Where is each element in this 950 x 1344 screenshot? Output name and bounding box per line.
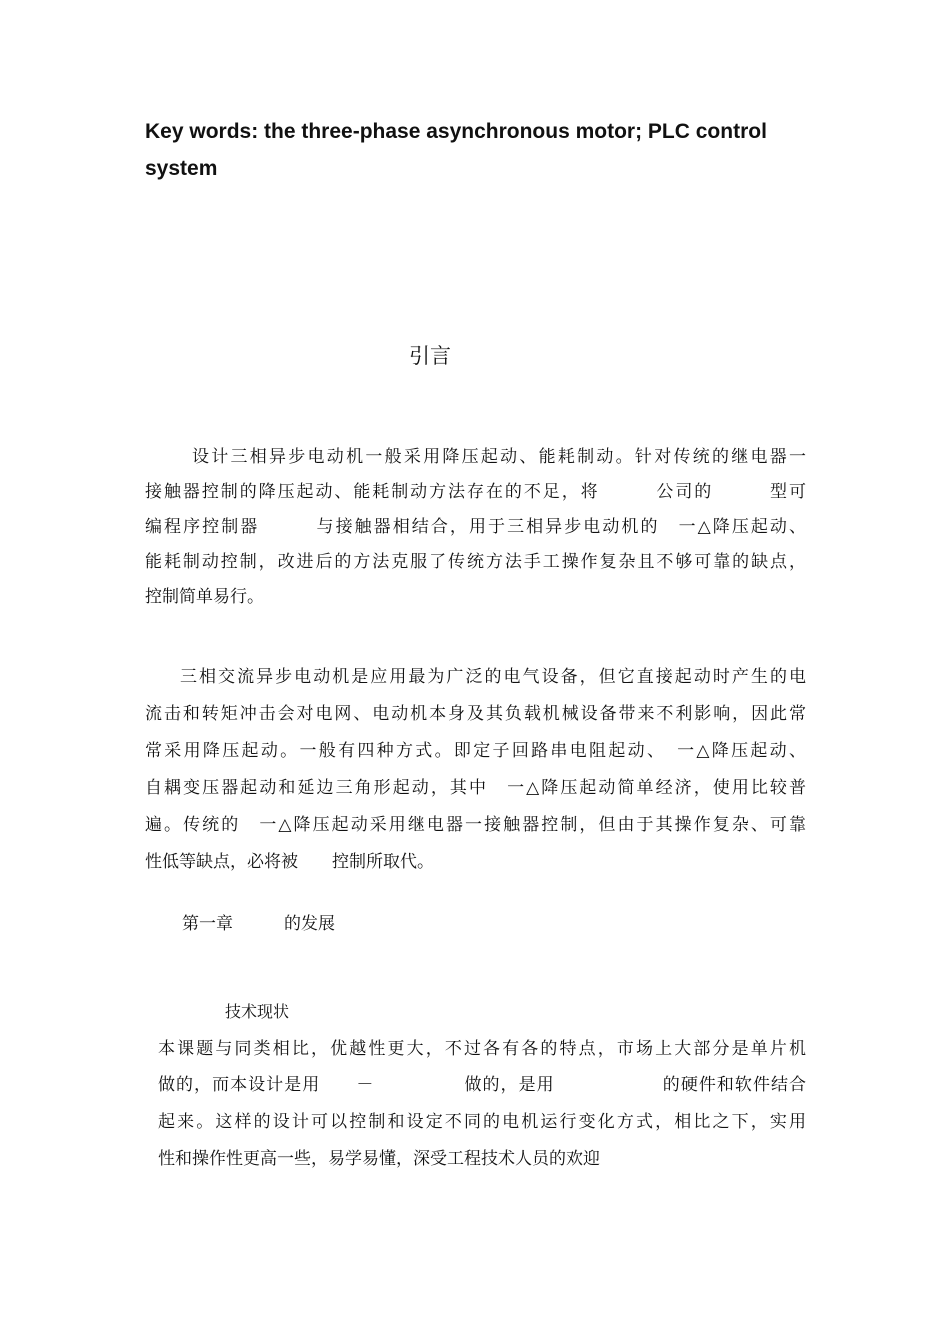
paragraph-line: 三相交流异步电动机是应用最为广泛的电气设备，但它直接起动时产生的电 [180,667,806,687]
paragraph-line: 设计三相异步电动机一般采用降压起动、能耗制动。针对传统的继电器一 [192,447,806,467]
section-title-introduction: 引言 [409,344,451,368]
paragraph-line: 能耗制动控制，改进后的方法克服了传统方法手工操作复杂且不够可靠的缺点， [145,552,806,572]
keywords-line: Key words: the three-phase asynchronous motor; PLC control [145,120,767,143]
paragraph-line: 常采用降压起动。一般有四种方式。即定子回路串电阻起动、 一△降压起动、 [145,741,806,761]
keywords-line: system [145,157,218,180]
paragraph-line: 流击和转矩冲击会对电网、电动机本身及其负载机械设备带来不利影响，因此常 [145,704,806,724]
keywords-block [145,113,805,187]
paragraph-line: 遍。传统的 一△降压起动采用继电器一接触器控制，但由于其操作复杂、可靠 [145,815,806,835]
paragraph-line: 性和操作性更高一些，易学易懂，深受工程技术人员的欢迎 [158,1149,600,1169]
section-heading: 技术现状 [225,1002,290,1021]
chapter-heading: 第一章 的发展 [182,914,335,934]
paragraph-line: 做的，而本设计是用 － 做的，是用 的硬件和软件结合 [158,1075,806,1095]
paragraph-line: 本课题与同类相比，优越性更大，不过各有各的特点，市场上大部分是单片机 [158,1039,806,1059]
paragraph-line: 起来。这样的设计可以控制和设定不同的电机运行变化方式，相比之下，实用 [158,1112,806,1132]
paragraph-line: 性低等缺点，必将被 控制所取代。 [145,852,434,872]
paragraph-line: 接触器控制的降压起动、能耗制动方法存在的不足，将 公司的 型可 [145,482,806,502]
paragraph-line: 自耦变压器起动和延边三角形起动，其中 一△降压起动简单经济，使用比较普 [145,778,806,798]
paragraph-line: 控制简单易行。 [145,587,264,607]
paragraph-line: 编程序控制器 与接触器相结合，用于三相异步电动机的 一△降压起动、 [145,517,806,537]
